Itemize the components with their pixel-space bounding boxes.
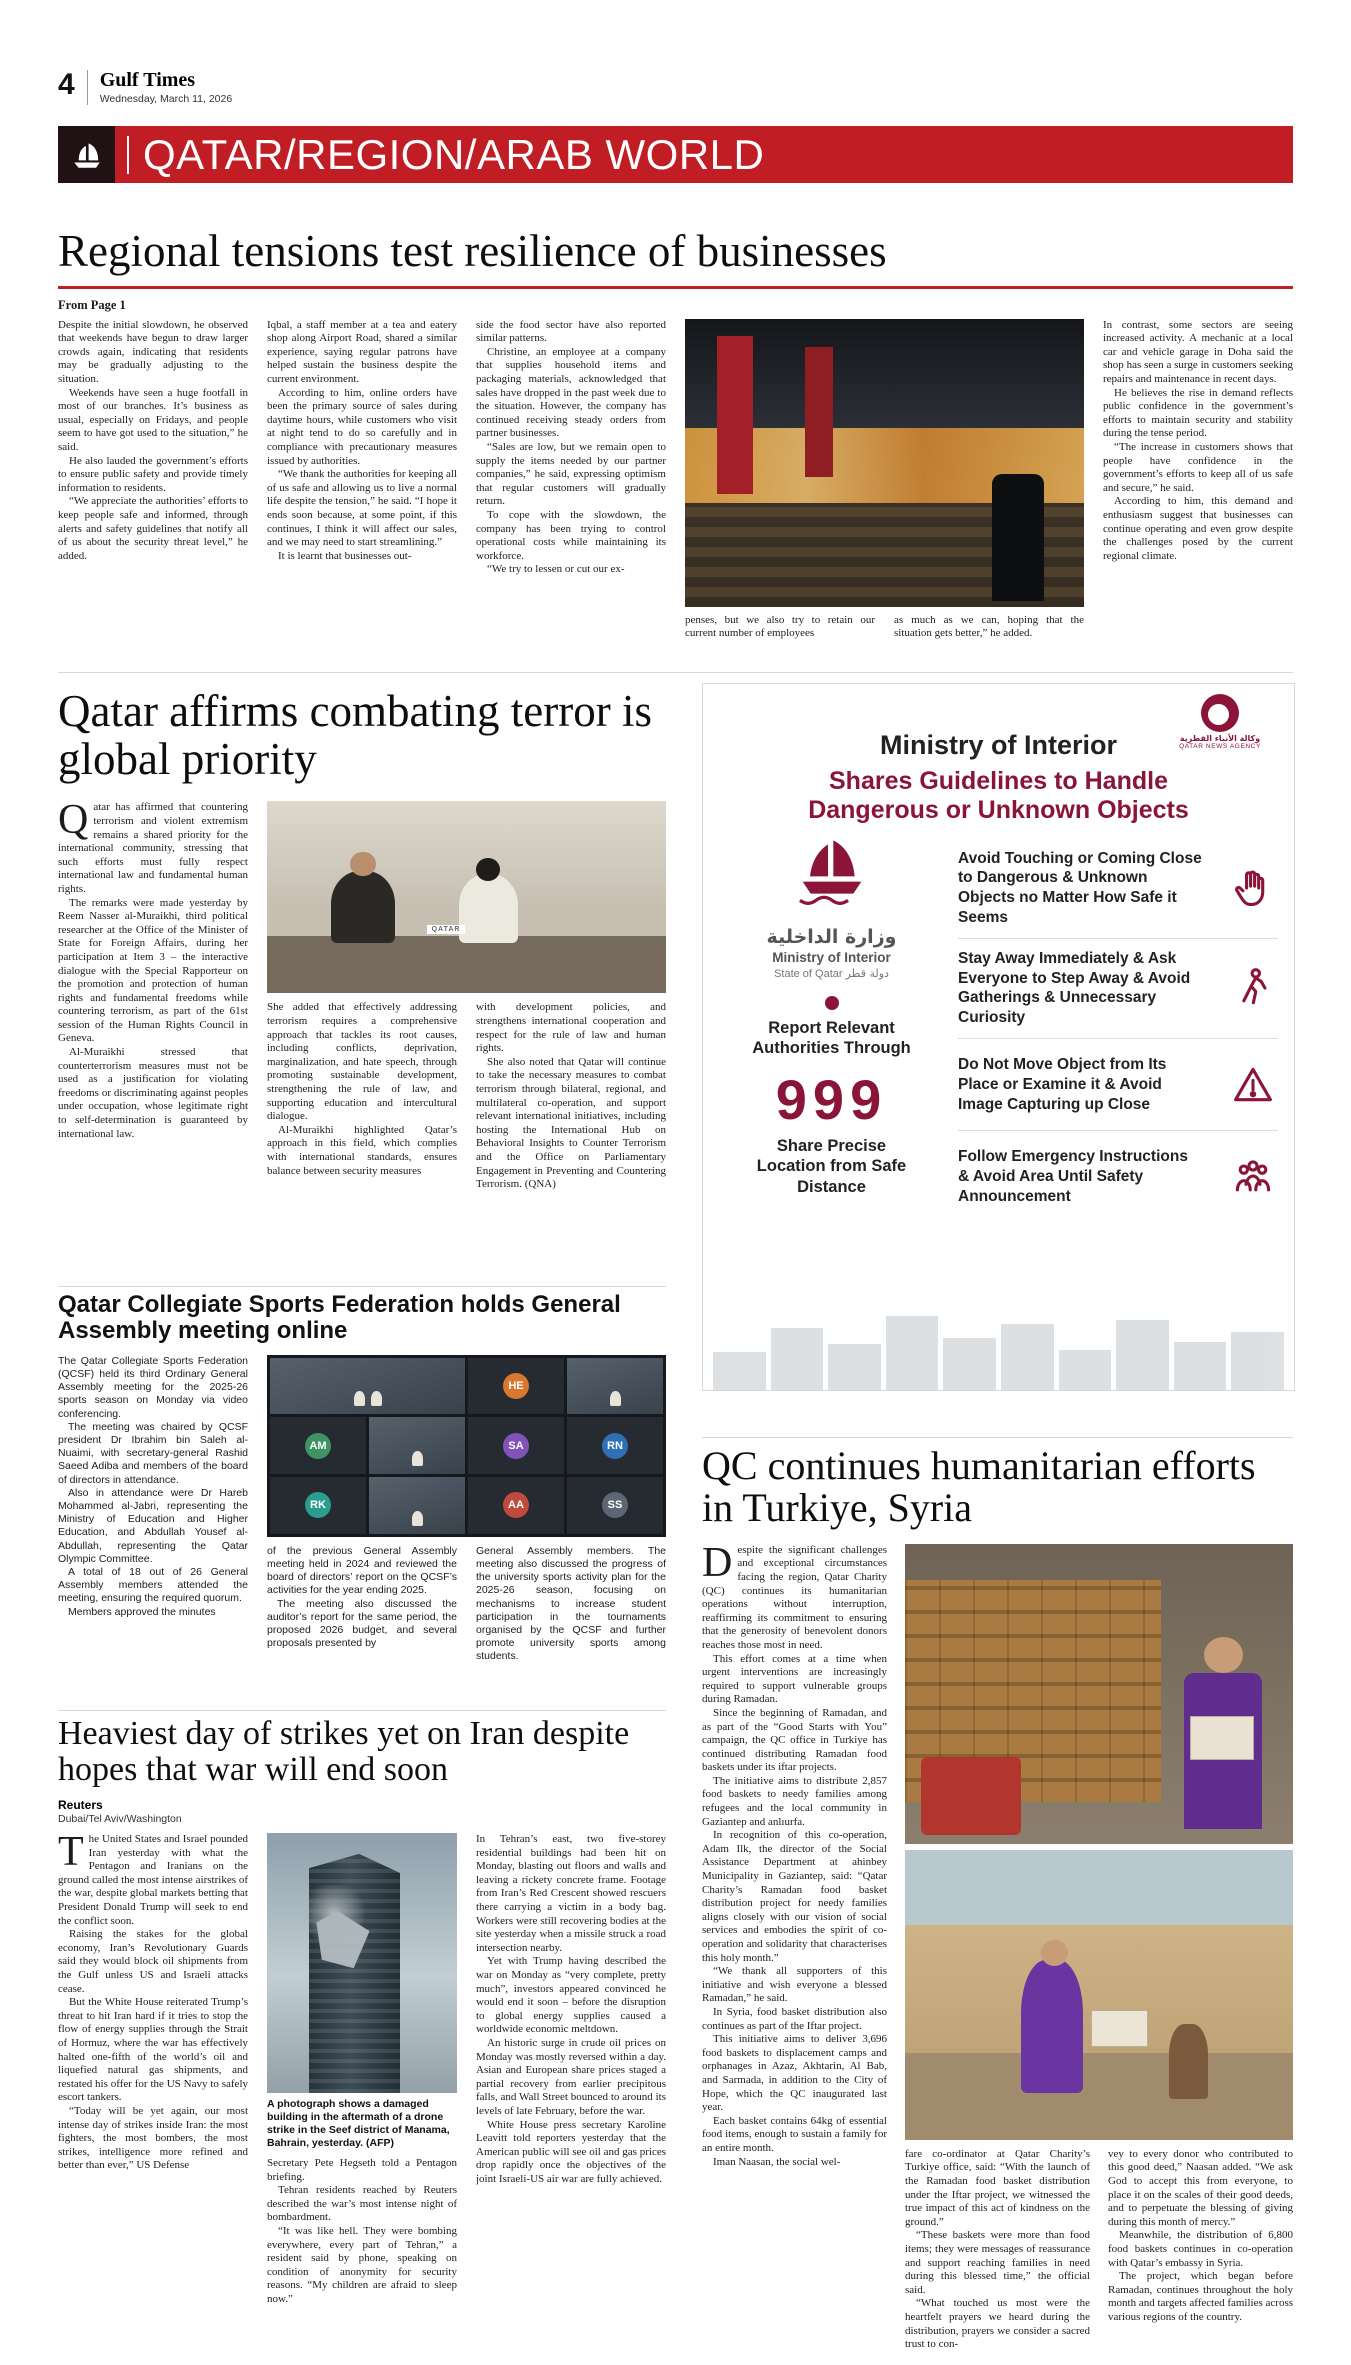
infographic-subtitle: Shares Guidelines to Handle Dangerous or Unknown Objects — [808, 767, 1189, 824]
video-tile — [567, 1358, 663, 1415]
report-label: Report Relevant Authorities Through — [752, 1018, 911, 1058]
volunteer-head — [1204, 1637, 1243, 1673]
article-column: side the food sector have also reported similar patterns. Christine, an employee at a company that supplies household items and packaging materials, acknowledged that sales have dropped in the past week due to the situation. However, the company has continued receiving steady orders from partner businesses. “Sales are low, but we remain open to supply the items needed by our partner companies,” he said, expressing optimism that regular customers will gradually return. To cope with the slowdown, the company has been trying to control operational costs while maintaining its workforce. “We try to lessen or cut our ex- — [476, 318, 666, 576]
guideline-item — [958, 1039, 1278, 1131]
participant-figure — [371, 1391, 382, 1406]
skyline-tower — [713, 1352, 766, 1390]
section-rule — [702, 1437, 1293, 1438]
article-iran-strikes — [58, 1716, 666, 2365]
infographic-body — [703, 839, 1294, 1224]
participant-initials: RK — [305, 1492, 331, 1518]
do-not-move-icon — [1228, 1063, 1278, 1107]
smoke-plume — [297, 1885, 369, 1942]
video-tile — [369, 1417, 465, 1474]
participant-tile — [270, 1477, 366, 1534]
article-column: Despite the significant challenges and exceptional circumstances facing the region, Qatar Charity (QC) continues its humanitarian operations without interruption, reaffirming its commitment to ensuring that the generosity of benevolent donors reaches those most in need. This effort comes at a time when urgent interventions are increasingly required to support vulnerable groups during Ramadan. Since the beginning of Ramadan, and as part of the “Good Starts with You” campaign, the QC office in Turkiye has continued distributing Ramadan food baskets under its iftar projects. The initiative aims to distribute 2,857 food baskets to needy families among refugees and the local community in Gaziantep and anlıurfa. In recognition of this co-operation, Adam Ilk, the director of the Social Assistance Department at ahinbey Municipality in Gaziantep, said: “Qatar Charity’s Ramadan food basket distribution project for needy families aligns closely with our vision of social services and embodies the spirit of co-operation and solidarity that characterises this holy month.” “We thank all supporters of this initiative and wish everyone a blessed Ramadan,” he said. In Syria, food basket distribution also continues as part of the Iftar project. This initiative aims to deliver 3,696 food baskets to displacement camps and orphanages in Azaz, Akhtarin, Al Bab, and Sarmada, in addition to the City of Hope, which the QC inaugurated last year. Each basket contains 64kg of essential food items, enough to sustain a family for an entire month. Iman Naasan, the social wel- — [702, 1543, 887, 2168]
article-combating-terror — [58, 688, 666, 1274]
article-headline: Regional tensions test resilience of businesses — [58, 228, 887, 276]
moi-emblem-icon — [786, 839, 878, 919]
skyline-tower — [1116, 1320, 1169, 1390]
share-location-label: Share Precise Location from Safe Distance — [756, 1136, 907, 1196]
child-figure — [1169, 2024, 1208, 2099]
dhow-logo-icon — [58, 126, 115, 183]
shop-sign — [805, 347, 833, 477]
aid-warehouse-photo — [905, 1544, 1293, 1844]
article-column: The United States and Israel pounded Iran yesterday with what the Pentagon and Iranians on the ground called the most intense airstrikes of the war, despite global markets betting that President Donald Trump will seek to end the conflict soon. Raising the stakes for the global economy, Iran’s Revolutionary Guards said they would block oil shipments from the Gulf unless US and Israeli attacks cease. But the White House reiterated Trump’s threat to hit Iran hard if it tries to stop the flow of energy supplies through the Strait of Hormuz, where the war has effectively halted one-fifth of the world’s oil and liquefied natural gas shipments, and restated his offer for the US Navy to safely escort tankers. “Today will be yet again, our most intense day of strikes inside Iran: the most fighters, the most bombers, the most strikes, intelligence more refined and better than ever,” US Defense — [58, 1833, 248, 2172]
volunteer-head — [1041, 1940, 1068, 1966]
headline-rule — [58, 286, 1293, 289]
participant-tile — [468, 1477, 564, 1534]
article-column: Secretary Pete Hegseth told a Pentagon briefing. Tehran residents reached by Reuters described the war’s most intense night of bombardment. “It was like hell. They were bombing everywhere, every part of Tehran,” a resident said by phone, speaking on condition of anonymity for security reasons. “My children are afraid to sleep now.” — [267, 2157, 457, 2305]
guidelines-list — [958, 839, 1278, 1224]
qna-name-arabic: وكالة الأنباء القطرية — [1179, 734, 1261, 743]
hand-stop-icon — [1228, 866, 1278, 910]
qna-logo-icon — [1201, 694, 1239, 732]
country-placard: QATAR — [427, 925, 466, 934]
infographic-title: Ministry of Interior — [879, 730, 1117, 760]
photo-zone — [685, 319, 1084, 656]
byline-agency: Reuters — [58, 1798, 103, 1813]
guideline-item — [958, 839, 1278, 939]
delegate-figure — [331, 871, 395, 944]
video-call-screenshot — [267, 1355, 666, 1537]
article-headline: QC continues humanitarian efforts in Turkiye, Syria — [702, 1445, 1256, 1531]
participant-initials: SS — [602, 1492, 628, 1518]
participant-tile — [468, 1358, 564, 1415]
participant-initials: AM — [305, 1433, 331, 1459]
damaged-building-photo — [267, 1833, 457, 2093]
participant-figure — [412, 1451, 423, 1466]
state-arabic: دولة قطر — [845, 966, 889, 980]
article-column: General Assembly members. The meeting also discussed the progress of the university sports activity plan for the 2025-26 season, focusing on mechanisms to increase student participation in the tournaments organised by the QCSF and further promote university sports among students. — [476, 1544, 666, 1663]
delegate-figure — [459, 874, 519, 943]
article-column: In Tehran’s east, two five-storey residential buildings had been hit on Monday, blasting out floors and walls and leaving a rickety concrete frame. Footage from Iran’s Red Crescent showed rescuers there carrying a victim in a body bag. Workers were still recovering bodies at the site yesterday when a missile struck a road intersection nearby. Yet with Trump having described the war on Monday as “very complete, pretty much”, investors appeared convinced he would end it soon – before the disruption to global energy supplies caused a worldwide economic meltdown. An historic surge in crude oil prices on Monday was mostly reversed within a day. Asian and European share prices staged a partial recovery from earlier precipitous falls, and Wall Street bounced to around its levels of late February, before the war. White House press secretary Karoline Leavitt told reporters yesterday that the American public will see oil and gas prices drop rapidly once the objectives of the joint Israeli-US air war are fully achieved. — [476, 1833, 666, 2185]
hotline-number: 999 — [775, 1067, 888, 1131]
banner-divider — [127, 136, 129, 174]
follow-instructions-icon — [1228, 1155, 1278, 1199]
participant-figure — [610, 1391, 621, 1406]
participant-initials: AA — [503, 1492, 529, 1518]
video-tile — [270, 1358, 465, 1415]
article-qatar-charity — [702, 1445, 1293, 2365]
section-rule — [58, 1286, 666, 1287]
photo-zone — [905, 1544, 1293, 2352]
storefront-photo — [685, 319, 1084, 607]
article-column-with-photo — [267, 1833, 457, 2333]
qna-name-english: QATAR NEWS AGENCY — [1179, 743, 1261, 750]
guideline-text: Do Not Move Object from Its Place or Examine it & Avoid Image Capturing up Close — [958, 1055, 1167, 1113]
article-column: as much as we can, hoping that the situation gets better,” he added. — [894, 613, 1084, 640]
byline-location: Dubai/Tel Aviv/Washington — [58, 1813, 182, 1826]
section-banner — [58, 126, 1293, 183]
charity-volunteer-figure — [1021, 1960, 1083, 2093]
article-column: Iqbal, a staff member at a tea and eatery shop along Airport Road, shared a similar experience, saying regular patrons have helped sustain the business despite the current environment. According to him, online orders have been the primary source of sales during daytime hours, while customers who visit at night tend to do so carefully and in compliance with precautionary measures issued by authorities. “We thank the authorities for keeping all of us safe and allowing us to live a normal life despite the tension,” he said. “I hope it ends soon because, at some point, if this continues, I think it will affect our sales, and we may need to start streamlining.” It is learnt that businesses out- — [267, 318, 457, 562]
photo-caption: A photograph shows a damaged building in the aftermath of a drone strike in the Seef district of Manama, Bahrain, yesterday. (AFP) — [267, 2098, 450, 2150]
continued-from-label: From Page 1 — [58, 297, 126, 312]
section-rule — [58, 672, 1293, 673]
guideline-item — [958, 1131, 1278, 1223]
article-headline: Heaviest day of strikes yet on Iran despite hopes that war will end soon — [58, 1716, 630, 1789]
masthead: Gulf Times — [99, 69, 196, 91]
issue-date: Wednesday, March 11, 2026 — [99, 93, 233, 105]
article-qcsf-assembly — [58, 1292, 666, 1696]
article-column: She added that effectively addressing terrorism requires a comprehensive approach that tackles its root causes, including conflicts, deprivation, marginalization, and hate speech, through promoting sustainable development, strengthening the rule of law, and supporting education and intercultural dialogue. Al-Muraikhi highlighted Qatar’s approach in this field, which complies with international standards, ensures balance between security measures — [267, 1001, 457, 1177]
photo-zone — [267, 1355, 666, 1685]
report-dot-icon — [825, 996, 839, 1010]
article-regional-tensions — [58, 228, 1293, 656]
skyline-tower — [1059, 1350, 1112, 1390]
article-headline: Qatar affirms combating terror is global priority — [58, 688, 652, 784]
skyline-tower — [828, 1344, 881, 1390]
dhow-glyph — [70, 138, 104, 172]
qna-logo — [1160, 694, 1280, 750]
food-box — [1190, 1716, 1254, 1760]
skyline-tower — [771, 1328, 824, 1390]
participant-initials: RN — [602, 1433, 628, 1459]
page-number: 4 — [58, 68, 75, 101]
participant-tile — [567, 1477, 663, 1534]
food-box — [1091, 2010, 1147, 2047]
sky-band — [905, 1850, 1293, 1925]
article-column: In contrast, some sectors are seeing increased activity. A mechanic at a local car and vehicle garage in Doha said the shop has seen a surge in customers seeking repairs and maintenance in recent days. He believes the rise in demand reflects public confidence in the government’s efforts to maintain security and stability during the tense period. “The increase in customers shows that people have confidence in the government’s efforts to keep all of us safe and secure,” he said. According to him, this demand and enthusiasm suggest that businesses can continue operating and even grow despite the challenges posed by the current regional climate. — [1103, 318, 1293, 562]
participant-figure — [412, 1511, 423, 1526]
section-rule — [58, 1710, 666, 1711]
guideline-text: Stay Away Immediately & Ask Everyone to Step Away & Avoid Gatherings & Unnecessary Curiosity — [958, 949, 1191, 1027]
skyline-tower — [943, 1338, 996, 1390]
participant-initials: SA — [503, 1433, 529, 1459]
article-column: with development policies, and strengthens international cooperation and respect for the rule of law and human rights. She also noted that Qatar will continue to take the necessary measures to combat terrorism through bilateral, regional, and multilateral co-operation, and support relevant international initiatives, including hosting the International Hub on Behavioral Insights to Counter Terrorism and the Office on Parliamentary Engagement in Preventing and Countering Terrorism. (QNA) — [476, 1001, 666, 1191]
section-title: QATAR/REGION/ARAB WORLD — [143, 130, 765, 178]
photo-zone — [267, 801, 666, 1269]
participant-tile — [270, 1417, 366, 1474]
participant-initials: HE — [503, 1373, 529, 1399]
state-english: State of Qatar — [774, 967, 843, 980]
guideline-text: Follow Emergency Instructions & Avoid Area Until Safety Announcement — [958, 1148, 1188, 1206]
participant-figure — [354, 1391, 365, 1406]
ministry-name-english: Ministry of Interior — [772, 949, 891, 965]
step-away-icon — [1228, 966, 1278, 1010]
skyline-tower — [1174, 1342, 1227, 1390]
skyline-tower — [1001, 1324, 1054, 1390]
participant-tile — [468, 1417, 564, 1474]
skyline-tower — [1231, 1332, 1284, 1390]
masthead-block — [87, 70, 233, 105]
article-column: The Qatar Collegiate Sports Federation (QCSF) held its third Ordinary General Assembly meeting for the 2025-26 sports season on Monday via video conferencing. The meeting was chaired by QCSF president Dr Ibrahim bin Saleh al-Nuaimi, with secretary-general Rashid Saeed Adiba and members of the board of directors in attendance. Also in attendance were Dr Hareb Mohammed al-Jabri, representing the Ministry of Education and Higher Education, and Abdullah Yousef al-Abdullah, representing the Qatar Olympic Committee. A total of 18 out of 26 General Assembly members attended the meeting, ensuring the required quorum. Members approved the minutes — [58, 1354, 248, 1618]
page-header — [58, 70, 232, 105]
skyline-tower — [886, 1316, 939, 1390]
article-column: Qatar has affirmed that countering terrorism and violent extremism remains a shared priority for the international community, stressing that such efforts must fully respect international law and fundamental human rights. The remarks were made yesterday by Reem Nasser al-Muraikhi, third political researcher at the Office of the Minister of State for Foreign Affairs, during her participation at Item 3 – the interactive dialogue with the Special Rapporteur on the promotion and protection of human rights and fundamental freedoms while countering terrorism, as part of the 61st session of the Human Rights Council in Geneva. Al-Muraikhi stressed that counterterrorism measures must not be used as a justification for violating freedoms or discriminating against peoples under occupation, whose legitimate right to self-determination is guaranteed by international law. — [58, 801, 248, 1140]
shop-sign — [717, 336, 753, 494]
ministry-name-arabic: وزارة الداخلية — [766, 925, 897, 948]
moi-infographic — [702, 683, 1295, 1391]
video-tile — [369, 1477, 465, 1534]
aid-distribution-photo — [905, 1850, 1293, 2140]
participant-tile — [567, 1417, 663, 1474]
article-column: of the previous General Assembly meeting held in 2024 and reviewed the board of directors’ report on the QCSF’s activities for the year ending 2025. The meeting also discussed the auditor’s report for the same period, the proposed 2026 budget, and several proposals presented by — [267, 1544, 457, 1650]
supply-sack — [921, 1757, 1022, 1835]
conference-photo — [267, 801, 666, 993]
article-column: vey to every donor who contributed to this good deed,” Naasan added. “We ask God to accept this from everyone, to place it on the scales of their good deeds, and to perpetuate the blessing of giving during this month of mercy.” Meanwhile, the distribution of 6,800 food baskets continues in co-operation with Qatar’s embassy in Syria. The project, which began before Ramadan, continues throughout the holy month and targets affected families across various regions of the country. — [1108, 2147, 1293, 2323]
article-headline: Qatar Collegiate Sports Federation holds General Assembly meeting online — [58, 1292, 621, 1345]
state-label — [719, 967, 944, 980]
guideline-item — [958, 939, 1278, 1039]
article-column: Despite the initial slowdown, he observed that weekends have begun to draw larger crowds again, indicating that residents may be gradually adjusting to the situation. Weekends have seen a huge footfall in most of our branches. It’s business as usual, especially on Fridays, and people seem to have got used to the situation,” he said. He also lauded the government’s efforts to ensure public safety and provide timely information to residents. “We appreciate the authorities’ efforts to keep people safe and informed, through alerts and safety guidelines that notify all of us about the security threat level,” he added. — [58, 318, 248, 562]
conference-desk — [267, 936, 666, 994]
byline — [58, 1798, 666, 1825]
pedestrian-silhouette — [992, 474, 1044, 601]
moi-identity-block — [719, 839, 944, 1224]
guideline-text: Avoid Touching or Coming Close to Dangerous & Unknown Objects no Matter How Safe it Seems — [958, 849, 1202, 926]
skyline-graphic — [703, 1306, 1294, 1390]
article-column: penses, but we also try to retain our current number of employees — [685, 613, 875, 640]
article-column: fare co-ordinator at Qatar Charity’s Turkiye office, said: “With the launch of the Ramadan food basket distribution under the Iftar project, we witnessed the true impact of this act of kindness on the ground.” “These baskets were more than food items; they were messages of reassurance and support reaching families in need during this blessed time,” the official said. “What touched us most were the heartfelt prayers we heard during the distribution, prayers we consider a sacred trust to con- — [905, 2147, 1090, 2351]
